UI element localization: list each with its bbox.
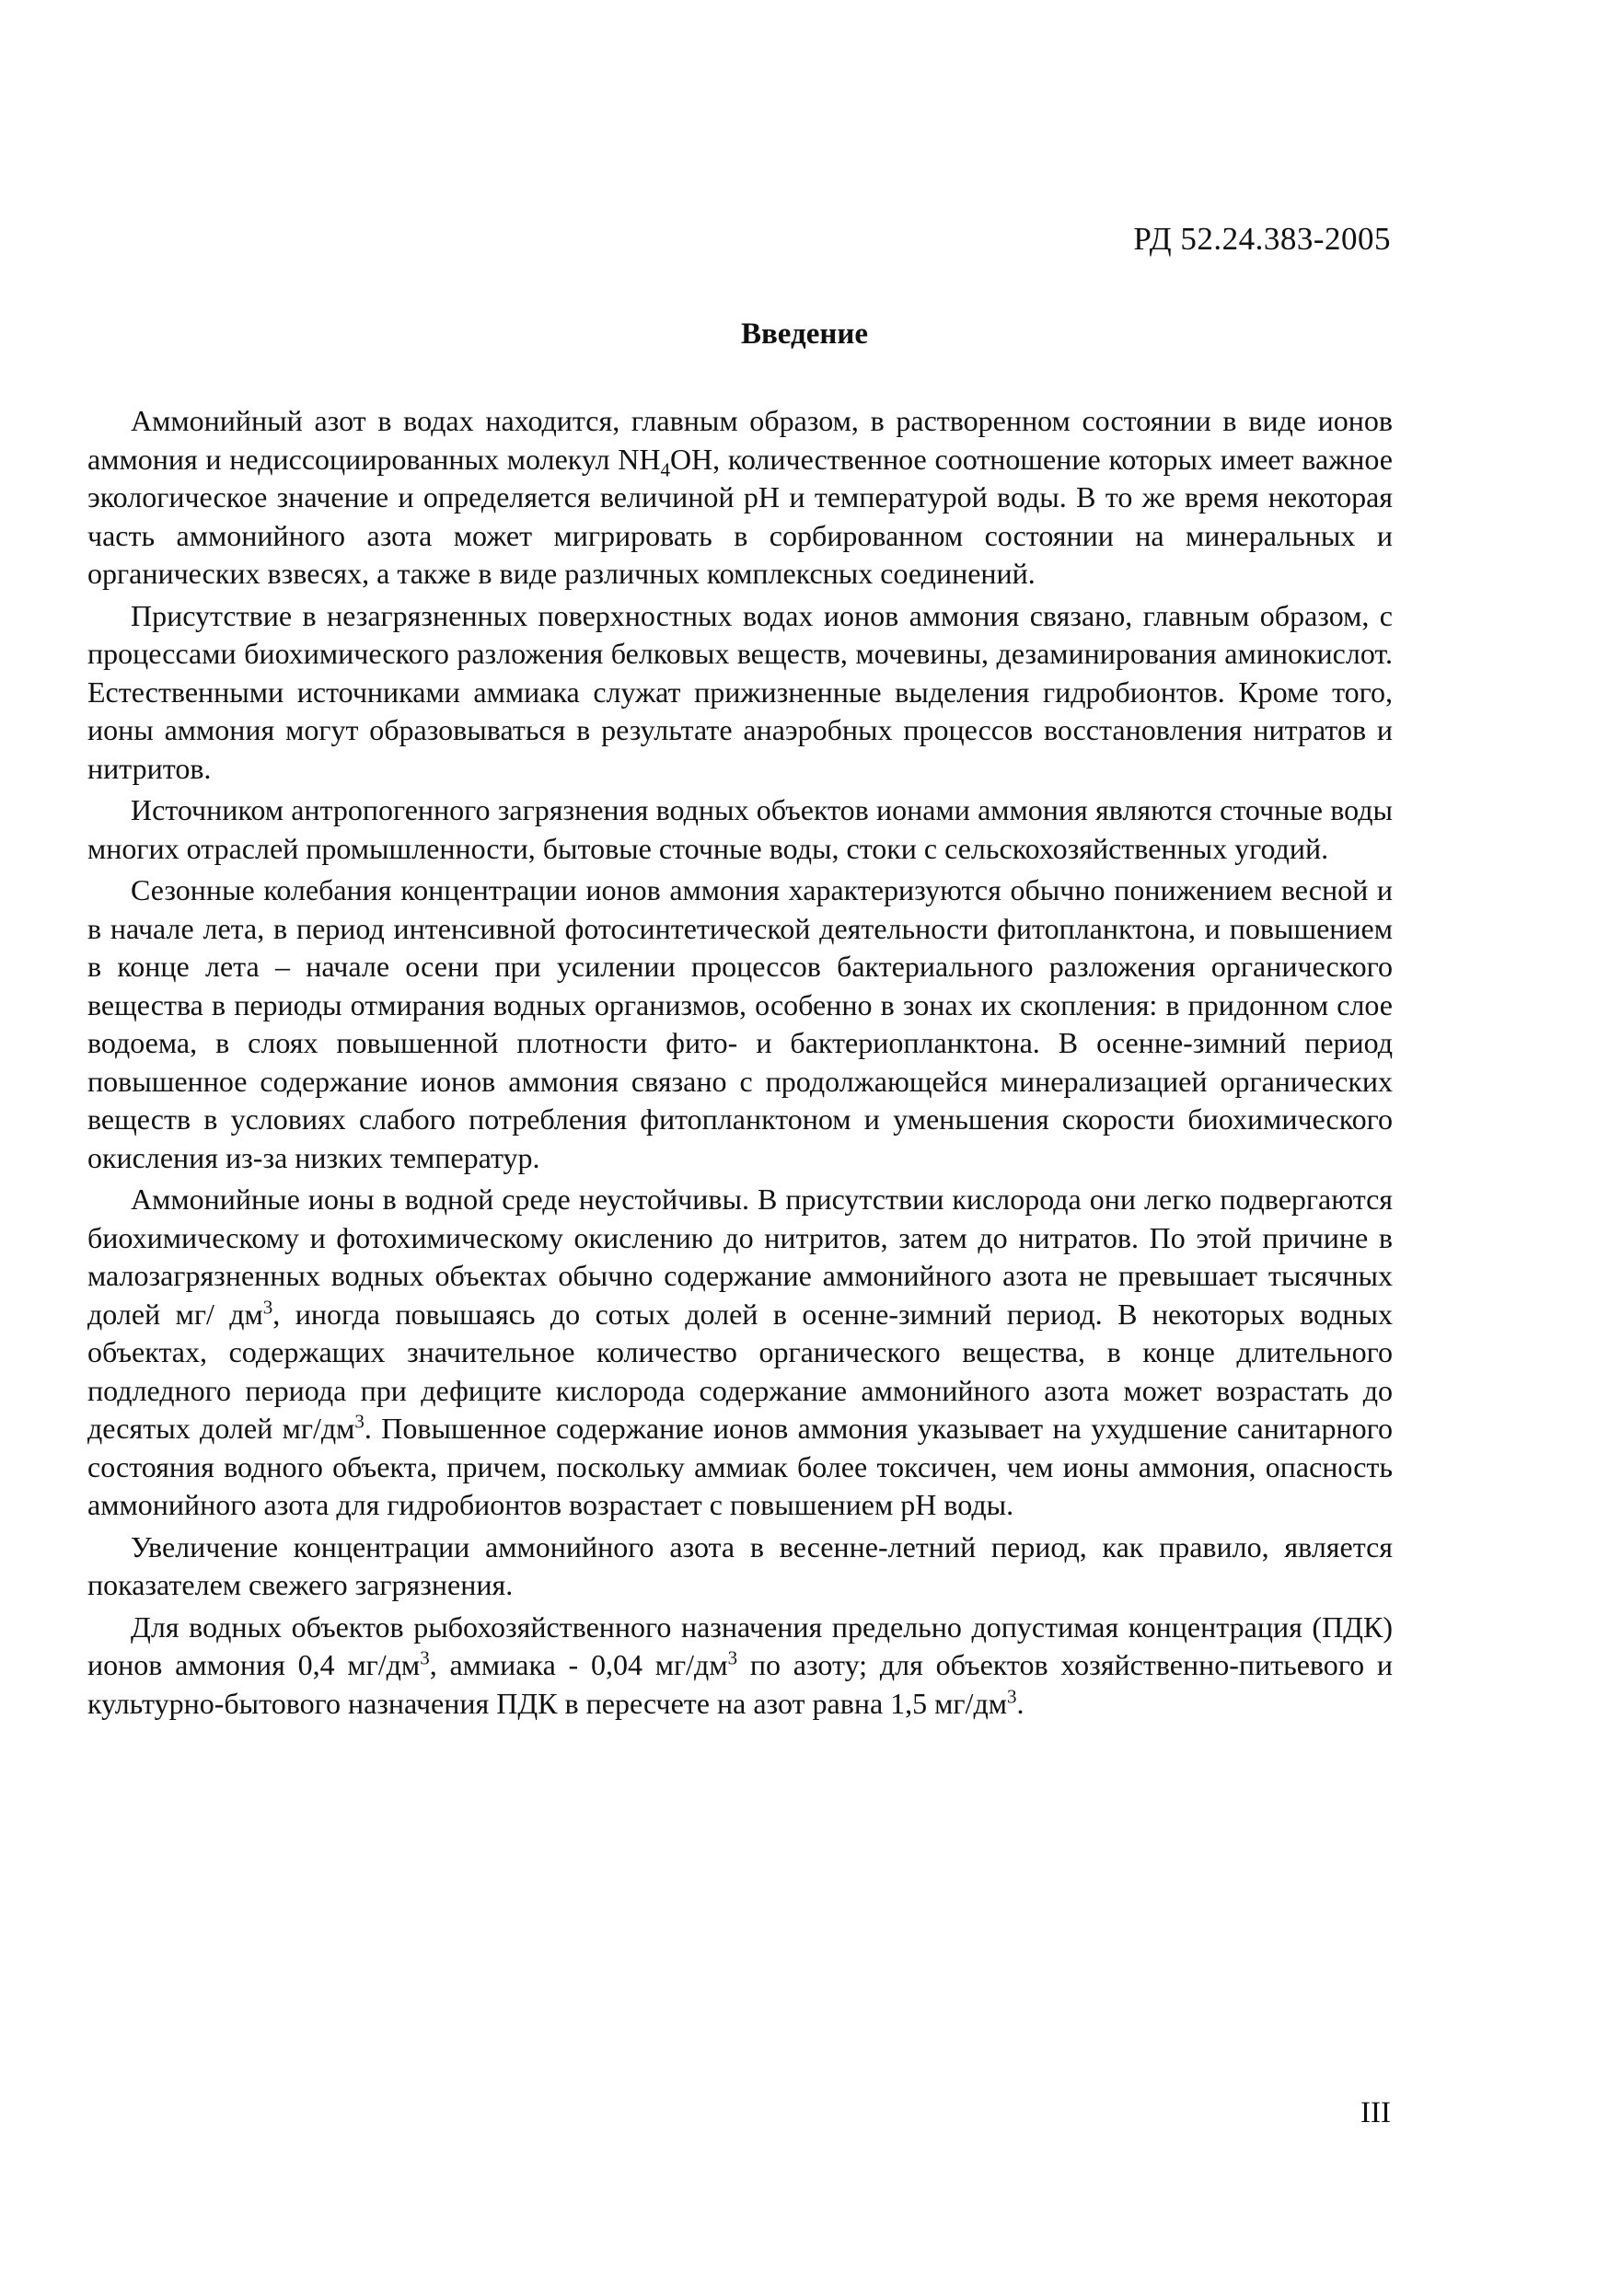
paragraph-7-text-d: . <box>1016 1686 1024 1720</box>
paragraph-1 <box>87 402 1393 594</box>
paragraph-2: Присутствие в незагрязненных поверхностных водах ионов аммония связано, главным образом, с процессами биохимического разложения белковых веществ, мочевины, дезаминирования аминокислот. Естественными источниками аммиака служат прижизненные выделения гидробионтов. Кроме того, ионы аммония могут образовываться в результате анаэробных процессов восстановления нитратов и нитритов. <box>87 598 1393 785</box>
section-title: Введение <box>740 317 869 351</box>
superscript: 3 <box>1006 1684 1017 1707</box>
subscript: 4 <box>660 457 670 480</box>
paragraph-4: Сезонные колебания концентрации ионов аммония характеризуются обычно понижением весной и в начале лета, в период интенсивной фотосинтетической деятельности фитопланктона, и повышением в конце лета – начале осени при усилении процессов бактериального разложения органического вещества в периоды отмирания водных организмов, особенно в зонах их скопления: в придонном слое водоема, в слоях повышенной плотности фито- и бактериопланктона. В осенне-зимний период повышенное содержание ионов аммония связано с продолжающейся минерализацией органических веществ в условиях слабого потребления фитопланктоном и уменьшения скорости биохимического окисления из-за низких температур. <box>87 873 1393 1174</box>
document-code: РД 52.24.383-2005 <box>1133 221 1391 257</box>
document-body <box>87 402 1393 1726</box>
paragraph-1-text-a: Аммонийный азот в водах находится, главным образом, в растворенном состоянии в виде ионов аммония и недиссоциированных молекул NH <box>87 404 1393 476</box>
paragraph-6: Увеличение концентрации аммонийного азота в весенне-летний период, как правило, является показателем свежего загрязнения. <box>87 1529 1393 1601</box>
superscript: 3 <box>354 1410 365 1433</box>
paragraph-7-text-b: , аммиака - 0,04 мг/дм <box>429 1648 728 1681</box>
paragraph-5-text-b: , иногда повышаясь до сотых долей в осенне-зимний период. В некоторых водных объектах, содержащих значительное количество органического вещества, в конце длительного подледного периода при дефиците кислорода содержание аммонийного азота может возрастать до десятых долей мг/дм <box>87 1297 1394 1445</box>
superscript: 3 <box>420 1646 430 1669</box>
paragraph-3: Источником антропогенного загрязнения водных объектов ионами аммония являются сточные воды многих отраслей промышленности, бытовые сточные воды, стоки с сельскохозяйственных угодий. <box>87 793 1393 865</box>
paragraph-7 <box>87 1609 1393 1724</box>
paragraph-5-text-c: . Повышенное содержание ионов аммония указывает на ухудшение санитарного состояния водного объекта, причем, поскольку аммиак более токсичен, чем ионы аммония, опасность аммонийного азота для гидробионтов возрастает с повышением pH воды. <box>87 1412 1394 1521</box>
paragraph-5-text-a: Аммонийные ионы в водной среде неустойчивы. В присутствии кислорода они легко подвергаются биохимическому и фотохимическому окислению до нитритов, затем до нитратов. По этой причине в малозагрязненных водных объектах обычно содержание аммонийного азота не превышает тысячных долей мг/ дм <box>87 1183 1393 1331</box>
paragraph-7-text-c: по азоту; для объектов хозяйственно-питьевого и культурно-бытового назначения ПДК в пересчете на азот равна 1,5 мг/дм <box>87 1648 1394 1720</box>
superscript: 3 <box>727 1646 738 1669</box>
superscript: 3 <box>262 1295 273 1318</box>
paragraph-5 <box>87 1181 1393 1525</box>
page-number: III <box>1360 2096 1391 2129</box>
paragraph-1-text-b: OH, количественное соотношение которых имеет важное экологическое значение и определяется величиной pH и температурой воды. В то же время некоторая часть аммонийного азота может мигрировать в сорбированном состоянии на минеральных и органических взвесях, а также в виде различных комплексных соединений. <box>87 442 1394 590</box>
paragraph-7-text-a: Для водных объектов рыбохозяйственного назначения предельно допустимая концентрация (ПДК) ионов аммония 0,4 мг/дм <box>87 1610 1393 1681</box>
